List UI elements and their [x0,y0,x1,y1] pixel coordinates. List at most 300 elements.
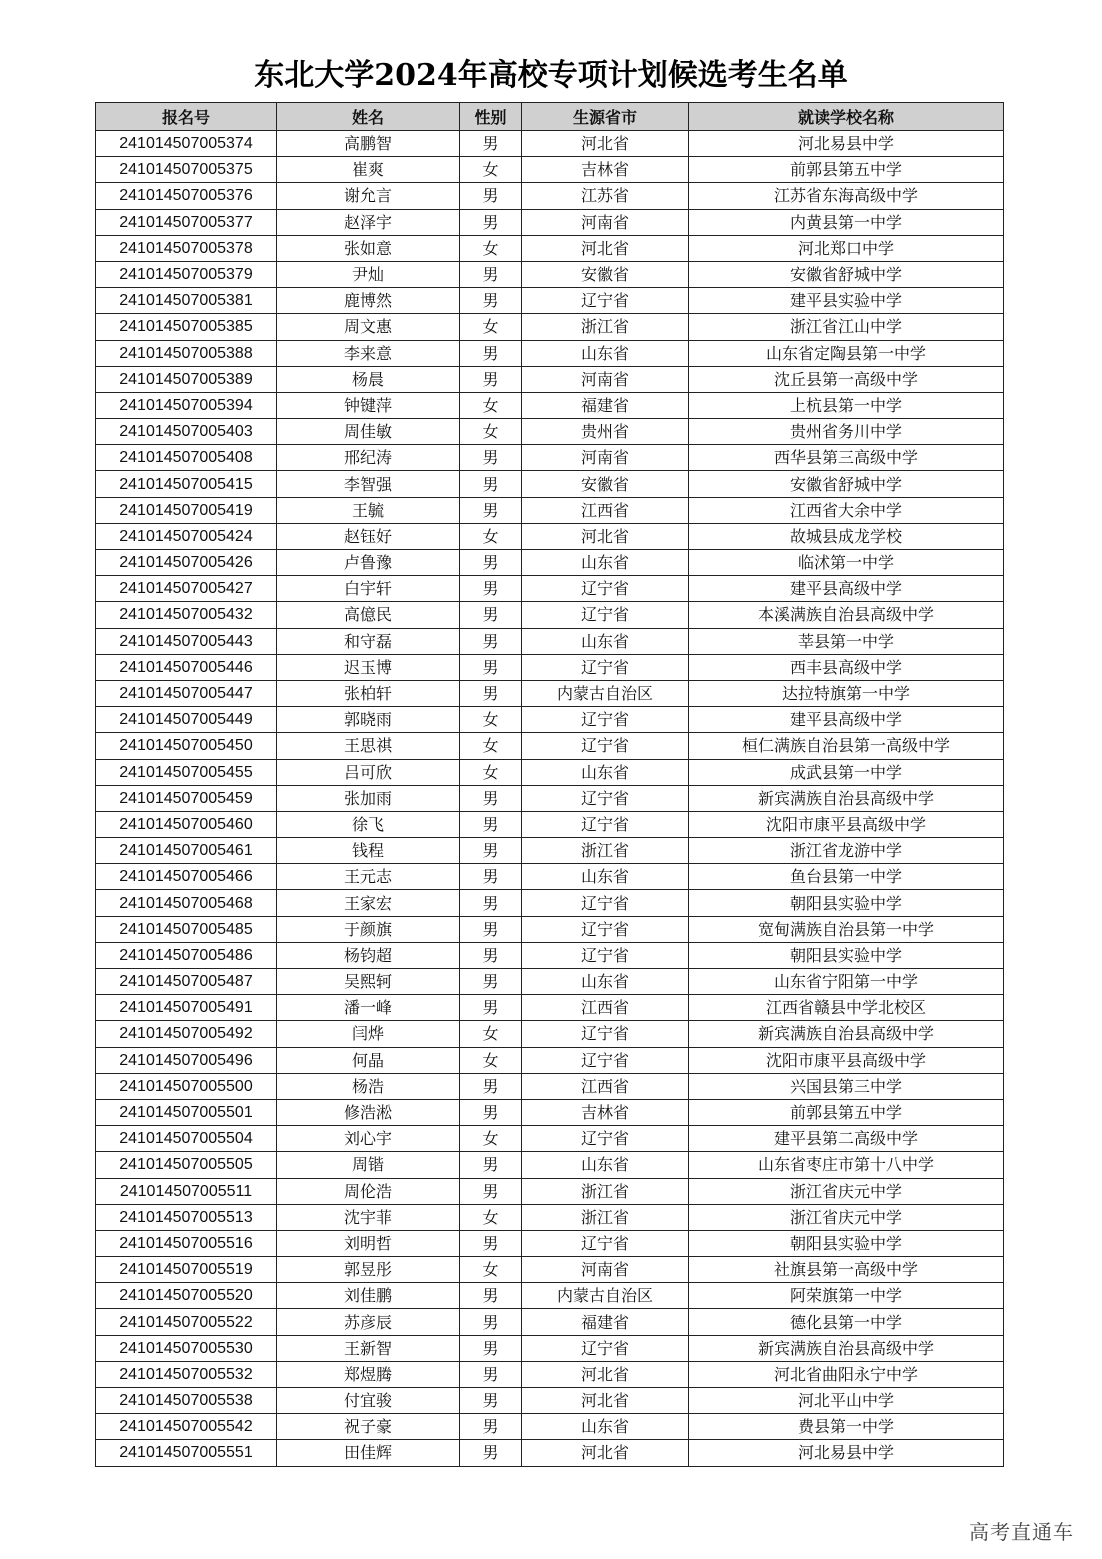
school-cell: 朝阳县实验中学 [689,942,1004,968]
gender-cell: 男 [460,576,522,602]
gender-cell: 女 [460,1126,522,1152]
table-row [96,1047,1004,1073]
gender-cell: 女 [460,1204,522,1230]
name-cell: 鹿博然 [277,288,460,314]
school-cell: 安徽省舒城中学 [689,471,1004,497]
registration-number-cell: 241014507005459 [96,785,277,811]
registration-number-cell: 241014507005450 [96,733,277,759]
school-cell: 浙江省庆元中学 [689,1178,1004,1204]
registration-number-cell: 241014507005427 [96,576,277,602]
name-cell: 于颜旗 [277,916,460,942]
name-cell: 付宜骏 [277,1388,460,1414]
registration-number-cell: 241014507005443 [96,628,277,654]
table-row [96,235,1004,261]
registration-number-cell: 241014507005381 [96,288,277,314]
name-cell: 杨晨 [277,366,460,392]
province-cell: 辽宁省 [522,785,689,811]
registration-number-cell: 241014507005491 [96,995,277,1021]
school-cell: 新宾满族自治县高级中学 [689,1021,1004,1047]
registration-number-cell: 241014507005376 [96,183,277,209]
table-row [96,445,1004,471]
registration-number-cell: 241014507005394 [96,392,277,418]
school-cell: 鱼台县第一中学 [689,864,1004,890]
school-cell: 莘县第一中学 [689,628,1004,654]
province-cell: 辽宁省 [522,916,689,942]
table-row [96,314,1004,340]
table-row [96,1126,1004,1152]
registration-number-cell: 241014507005460 [96,811,277,837]
province-cell: 浙江省 [522,314,689,340]
province-cell: 浙江省 [522,838,689,864]
gender-cell: 男 [460,445,522,471]
table-row [96,471,1004,497]
gender-cell: 男 [460,1414,522,1440]
gender-cell: 男 [460,1178,522,1204]
name-cell: 邢纪涛 [277,445,460,471]
gender-cell: 女 [460,707,522,733]
name-cell: 修浩淞 [277,1099,460,1125]
gender-cell: 女 [460,1047,522,1073]
table-row [96,838,1004,864]
gender-cell: 男 [460,550,522,576]
table-row [96,1073,1004,1099]
table-row [96,864,1004,890]
table-row [96,1388,1004,1414]
registration-number-cell: 241014507005520 [96,1283,277,1309]
registration-number-cell: 241014507005385 [96,314,277,340]
school-cell: 山东省定陶县第一中学 [689,340,1004,366]
name-cell: 周伦浩 [277,1178,460,1204]
registration-number-cell: 241014507005468 [96,890,277,916]
table-row [96,1021,1004,1047]
province-cell: 贵州省 [522,419,689,445]
name-cell: 周文惠 [277,314,460,340]
table-row [96,1204,1004,1230]
school-cell: 沈阳市康平县高级中学 [689,1047,1004,1073]
province-cell: 辽宁省 [522,288,689,314]
table-row [96,419,1004,445]
gender-cell: 男 [460,602,522,628]
registration-number-cell: 241014507005551 [96,1440,277,1466]
province-cell: 江西省 [522,995,689,1021]
table-row [96,1283,1004,1309]
gender-cell: 女 [460,733,522,759]
gender-cell: 女 [460,1021,522,1047]
province-cell: 河北省 [522,523,689,549]
province-cell: 河北省 [522,131,689,157]
header-registration-number: 报名号 [96,103,277,131]
table-row [96,261,1004,287]
gender-cell: 男 [460,288,522,314]
province-cell: 山东省 [522,1414,689,1440]
registration-number-cell: 241014507005511 [96,1178,277,1204]
table-row [96,811,1004,837]
registration-number-cell: 241014507005461 [96,838,277,864]
province-cell: 安徽省 [522,261,689,287]
name-cell: 白宇轩 [277,576,460,602]
school-cell: 德化县第一中学 [689,1309,1004,1335]
gender-cell: 女 [460,157,522,183]
school-cell: 上杭县第一中学 [689,392,1004,418]
name-cell: 崔爽 [277,157,460,183]
registration-number-cell: 241014507005446 [96,654,277,680]
name-cell: 何晶 [277,1047,460,1073]
gender-cell: 男 [460,261,522,287]
province-cell: 河北省 [522,1361,689,1387]
gender-cell: 男 [460,131,522,157]
school-cell: 江西省赣县中学北校区 [689,995,1004,1021]
school-cell: 故城县成龙学校 [689,523,1004,549]
registration-number-cell: 241014507005377 [96,209,277,235]
province-cell: 河南省 [522,209,689,235]
registration-number-cell: 241014507005379 [96,261,277,287]
table-row [96,707,1004,733]
header-province: 生源省市 [522,103,689,131]
name-cell: 卢鲁豫 [277,550,460,576]
registration-number-cell: 241014507005389 [96,366,277,392]
name-cell: 王新智 [277,1335,460,1361]
gender-cell: 女 [460,759,522,785]
table-row [96,759,1004,785]
registration-number-cell: 241014507005485 [96,916,277,942]
province-cell: 河北省 [522,235,689,261]
registration-number-cell: 241014507005408 [96,445,277,471]
name-cell: 王元志 [277,864,460,890]
table-row [96,340,1004,366]
name-cell: 沈宇菲 [277,1204,460,1230]
gender-cell: 男 [460,1283,522,1309]
name-cell: 赵钰好 [277,523,460,549]
gender-cell: 男 [460,1099,522,1125]
province-cell: 内蒙古自治区 [522,680,689,706]
gender-cell: 男 [460,209,522,235]
gender-cell: 男 [460,811,522,837]
school-cell: 桓仁满族自治县第一高级中学 [689,733,1004,759]
province-cell: 辽宁省 [522,654,689,680]
province-cell: 浙江省 [522,1204,689,1230]
gender-cell: 男 [460,654,522,680]
name-cell: 郭昱彤 [277,1257,460,1283]
name-cell: 刘心宇 [277,1126,460,1152]
province-cell: 福建省 [522,1309,689,1335]
province-cell: 辽宁省 [522,1335,689,1361]
name-cell: 田佳辉 [277,1440,460,1466]
province-cell: 江西省 [522,1073,689,1099]
name-cell: 苏彦辰 [277,1309,460,1335]
school-cell: 河北郑口中学 [689,235,1004,261]
table-row [96,602,1004,628]
name-cell: 郑煜腾 [277,1361,460,1387]
school-cell: 社旗县第一高级中学 [689,1257,1004,1283]
registration-number-cell: 241014507005504 [96,1126,277,1152]
province-cell: 河南省 [522,366,689,392]
province-cell: 辽宁省 [522,811,689,837]
registration-number-cell: 241014507005522 [96,1309,277,1335]
province-cell: 山东省 [522,864,689,890]
name-cell: 闫烨 [277,1021,460,1047]
table-row [96,733,1004,759]
table-row [96,1099,1004,1125]
name-cell: 张柏轩 [277,680,460,706]
table-row [96,916,1004,942]
name-cell: 杨钧超 [277,942,460,968]
gender-cell: 男 [460,942,522,968]
table-row [96,1335,1004,1361]
gender-cell: 男 [460,838,522,864]
province-cell: 河南省 [522,1257,689,1283]
table-row [96,209,1004,235]
name-cell: 吴熙轲 [277,969,460,995]
registration-number-cell: 241014507005538 [96,1388,277,1414]
table-row [96,288,1004,314]
province-cell: 浙江省 [522,1178,689,1204]
school-cell: 兴国县第三中学 [689,1073,1004,1099]
gender-cell: 男 [460,183,522,209]
registration-number-cell: 241014507005513 [96,1204,277,1230]
registration-number-cell: 241014507005487 [96,969,277,995]
registration-number-cell: 241014507005415 [96,471,277,497]
name-cell: 赵泽宇 [277,209,460,235]
school-cell: 临沭第一中学 [689,550,1004,576]
registration-number-cell: 241014507005466 [96,864,277,890]
registration-number-cell: 241014507005388 [96,340,277,366]
gender-cell: 男 [460,1309,522,1335]
province-cell: 辽宁省 [522,733,689,759]
name-cell: 徐飞 [277,811,460,837]
school-cell: 建平县高级中学 [689,576,1004,602]
name-cell: 刘佳鹏 [277,1283,460,1309]
school-cell: 沈阳市康平县高级中学 [689,811,1004,837]
name-cell: 潘一峰 [277,995,460,1021]
table-row [96,1230,1004,1256]
name-cell: 周锴 [277,1152,460,1178]
province-cell: 山东省 [522,550,689,576]
school-cell: 宽甸满族自治县第一中学 [689,916,1004,942]
registration-number-cell: 241014507005519 [96,1257,277,1283]
province-cell: 辽宁省 [522,1021,689,1047]
table-row [96,523,1004,549]
table-row [96,497,1004,523]
table-row [96,1309,1004,1335]
header-name: 姓名 [277,103,460,131]
gender-cell: 男 [460,916,522,942]
table-row [96,1152,1004,1178]
province-cell: 安徽省 [522,471,689,497]
school-cell: 内黄县第一中学 [689,209,1004,235]
gender-cell: 男 [460,1230,522,1256]
gender-cell: 女 [460,419,522,445]
school-cell: 西丰县高级中学 [689,654,1004,680]
school-cell: 河北易县中学 [689,131,1004,157]
table-row [96,995,1004,1021]
school-cell: 西华县第三高级中学 [689,445,1004,471]
school-cell: 新宾满族自治县高级中学 [689,785,1004,811]
name-cell: 钱程 [277,838,460,864]
province-cell: 河北省 [522,1388,689,1414]
gender-cell: 男 [460,864,522,890]
province-cell: 山东省 [522,628,689,654]
school-cell: 成武县第一中学 [689,759,1004,785]
registration-number-cell: 241014507005496 [96,1047,277,1073]
province-cell: 山东省 [522,340,689,366]
registration-number-cell: 241014507005449 [96,707,277,733]
registration-number-cell: 241014507005505 [96,1152,277,1178]
gender-cell: 男 [460,366,522,392]
school-cell: 江西省大余中学 [689,497,1004,523]
name-cell: 王毓 [277,497,460,523]
watermark-text: 高考直通车 [969,1520,1074,1544]
table-body [96,131,1004,1467]
gender-cell: 男 [460,785,522,811]
table-row [96,550,1004,576]
school-cell: 江苏省东海高级中学 [689,183,1004,209]
name-cell: 王家宏 [277,890,460,916]
gender-cell: 男 [460,969,522,995]
school-cell: 浙江省龙游中学 [689,838,1004,864]
province-cell: 辽宁省 [522,602,689,628]
table-row [96,942,1004,968]
header-gender: 性别 [460,103,522,131]
name-cell: 钟键萍 [277,392,460,418]
province-cell: 江西省 [522,497,689,523]
province-cell: 山东省 [522,759,689,785]
school-cell: 贵州省务川中学 [689,419,1004,445]
gender-cell: 男 [460,340,522,366]
gender-cell: 女 [460,1257,522,1283]
school-cell: 新宾满族自治县高级中学 [689,1335,1004,1361]
province-cell: 辽宁省 [522,707,689,733]
school-cell: 朝阳县实验中学 [689,890,1004,916]
province-cell: 辽宁省 [522,1126,689,1152]
province-cell: 辽宁省 [522,942,689,968]
school-cell: 山东省宁阳第一中学 [689,969,1004,995]
gender-cell: 女 [460,235,522,261]
name-cell: 李智强 [277,471,460,497]
table-row [96,1440,1004,1466]
school-cell: 河北易县中学 [689,1440,1004,1466]
province-cell: 辽宁省 [522,890,689,916]
registration-number-cell: 241014507005455 [96,759,277,785]
school-cell: 河北省曲阳永宁中学 [689,1361,1004,1387]
province-cell: 江苏省 [522,183,689,209]
table-row [96,680,1004,706]
registration-number-cell: 241014507005403 [96,419,277,445]
registration-number-cell: 241014507005532 [96,1361,277,1387]
school-cell: 山东省枣庄市第十八中学 [689,1152,1004,1178]
gender-cell: 男 [460,995,522,1021]
registration-number-cell: 241014507005426 [96,550,277,576]
registration-number-cell: 241014507005419 [96,497,277,523]
table-row [96,392,1004,418]
name-cell: 李来意 [277,340,460,366]
name-cell: 周佳敏 [277,419,460,445]
province-cell: 河南省 [522,445,689,471]
registration-number-cell: 241014507005424 [96,523,277,549]
school-cell: 本溪满族自治县高级中学 [689,602,1004,628]
name-cell: 杨浩 [277,1073,460,1099]
table-row [96,969,1004,995]
table-row [96,1178,1004,1204]
registration-number-cell: 241014507005492 [96,1021,277,1047]
table-row [96,366,1004,392]
province-cell: 辽宁省 [522,576,689,602]
registration-number-cell: 241014507005447 [96,680,277,706]
name-cell: 高億民 [277,602,460,628]
registration-number-cell: 241014507005375 [96,157,277,183]
province-cell: 吉林省 [522,157,689,183]
school-cell: 建平县高级中学 [689,707,1004,733]
name-cell: 张加雨 [277,785,460,811]
province-cell: 山东省 [522,969,689,995]
gender-cell: 女 [460,392,522,418]
page-title: 东北大学2024年高校专项计划候选考生名单 [254,58,848,93]
province-cell: 河北省 [522,1440,689,1466]
gender-cell: 女 [460,523,522,549]
name-cell: 谢允言 [277,183,460,209]
candidate-table [95,102,1004,1467]
school-cell: 朝阳县实验中学 [689,1230,1004,1256]
registration-number-cell: 241014507005374 [96,131,277,157]
registration-number-cell: 241014507005486 [96,942,277,968]
school-cell: 费县第一中学 [689,1414,1004,1440]
school-cell: 浙江省江山中学 [689,314,1004,340]
header-school: 就读学校名称 [689,103,1004,131]
school-cell: 浙江省庆元中学 [689,1204,1004,1230]
registration-number-cell: 241014507005530 [96,1335,277,1361]
name-cell: 高鹏智 [277,131,460,157]
school-cell: 前郭县第五中学 [689,157,1004,183]
table-row [96,1257,1004,1283]
table-row [96,183,1004,209]
school-cell: 河北平山中学 [689,1388,1004,1414]
school-cell: 建平县第二高级中学 [689,1126,1004,1152]
registration-number-cell: 241014507005432 [96,602,277,628]
table-row [96,890,1004,916]
gender-cell: 男 [460,680,522,706]
gender-cell: 男 [460,890,522,916]
name-cell: 郭晓雨 [277,707,460,733]
registration-number-cell: 241014507005378 [96,235,277,261]
province-cell: 福建省 [522,392,689,418]
name-cell: 王思祺 [277,733,460,759]
province-cell: 吉林省 [522,1099,689,1125]
name-cell: 吕可欣 [277,759,460,785]
school-cell: 达拉特旗第一中学 [689,680,1004,706]
gender-cell: 男 [460,1361,522,1387]
table-row [96,785,1004,811]
name-cell: 张如意 [277,235,460,261]
province-cell: 辽宁省 [522,1047,689,1073]
gender-cell: 男 [460,1152,522,1178]
name-cell: 迟玉博 [277,654,460,680]
table-row [96,131,1004,157]
school-cell: 沈丘县第一高级中学 [689,366,1004,392]
gender-cell: 男 [460,1388,522,1414]
registration-number-cell: 241014507005501 [96,1099,277,1125]
gender-cell: 男 [460,1335,522,1361]
gender-cell: 女 [460,314,522,340]
name-cell: 刘明哲 [277,1230,460,1256]
name-cell: 祝子豪 [277,1414,460,1440]
school-cell: 建平县实验中学 [689,288,1004,314]
province-cell: 山东省 [522,1152,689,1178]
province-cell: 辽宁省 [522,1230,689,1256]
gender-cell: 男 [460,1073,522,1099]
registration-number-cell: 241014507005516 [96,1230,277,1256]
registration-number-cell: 241014507005542 [96,1414,277,1440]
table-header-row [96,103,1004,131]
gender-cell: 男 [460,497,522,523]
